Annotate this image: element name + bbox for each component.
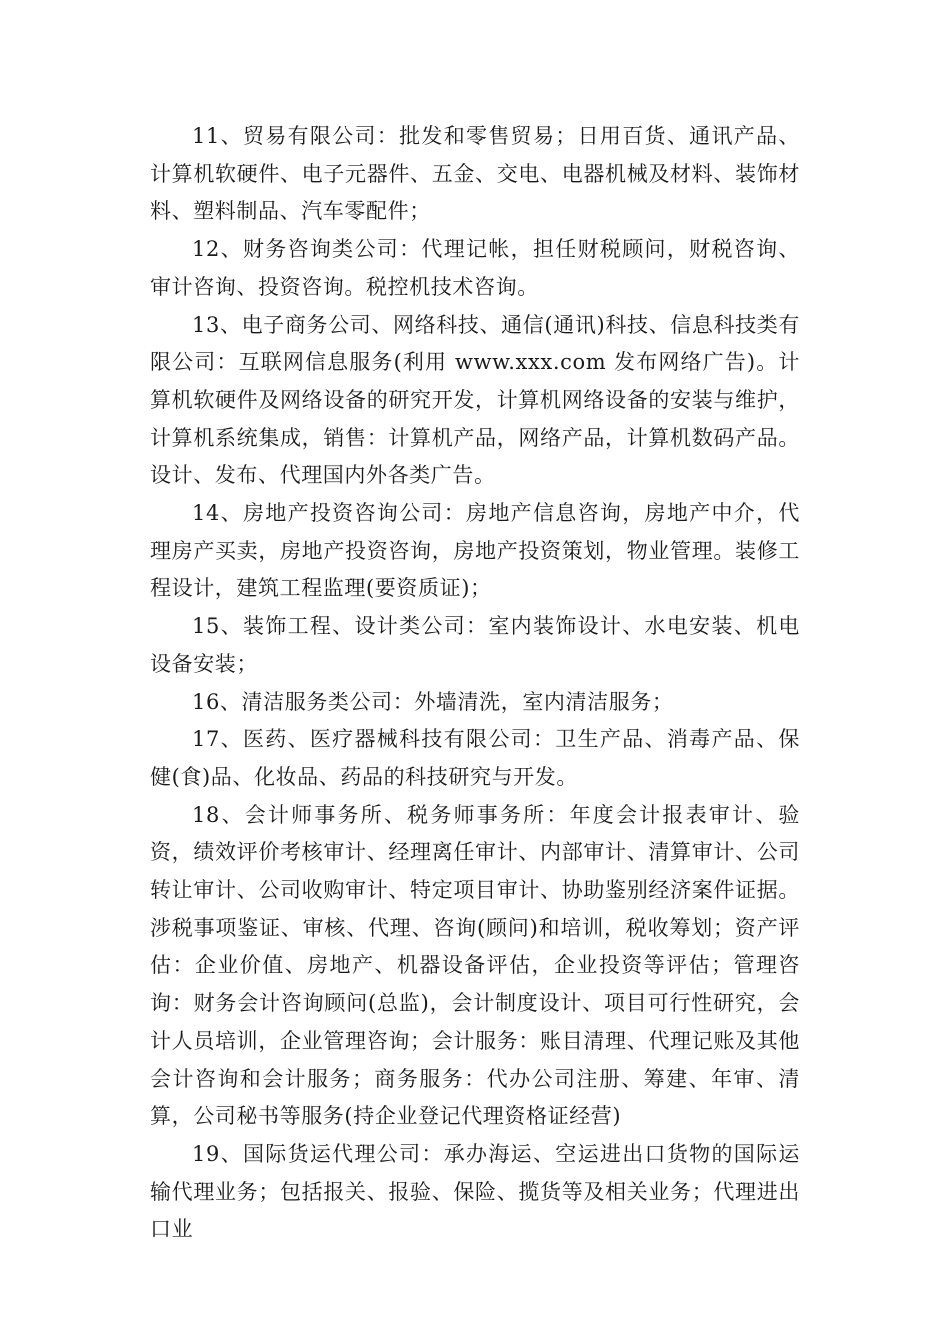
paragraph-18: 18、会计师事务所、税务师事务所：年度会计报表审计、验资，绩效评价考核审计、经理离任审计、内部审计、清算审计、公司转让审计、公司收购审计、特定项目审计、协助鉴别经济案件证据。涉税事项鉴证、审核、代理、咨询(顾问)和培训，税收筹划；资产评估：企业价值、房地产、机器设备评估，企业投资等评估；管理咨询：财务会计咨询顾问(总监)，会计制度设计、项目可行性研究，会计人员培训，企业管理咨询；会计服务：账目清理、代理记账及其他会计咨询和会计服务；商务服务：代办公司注册、筹建、年审、清算，公司秘书等服务(持企业登记代理资格证经营) [150,802,800,1129]
document-body [150,118,800,1249]
paragraph-11: 11、贸易有限公司：批发和零售贸易；日用百货、通讯产品、计算机软硬件、电子元器件、五金、交电、电器机械及材料、装饰材料、塑料制品、汽车零配件； [150,124,800,224]
paragraph-16: 16、清洁服务类公司：外墙清洗，室内清洁服务； [192,689,674,714]
paragraph-19: 19、国际货运代理公司：承办海运、空运进出口货物的国际运输代理业务；包括报关、报验、保险、揽货等及相关业务；代理进出口业 [150,1141,800,1242]
paragraph-17: 17、医药、医疗器械科技有限公司：卫生产品、消毒产品、保健(食)品、化妆品、药品的科技研究与开发。 [150,727,800,789]
paragraph-13: 13、电子商务公司、网络科技、通信(通讯)科技、信息科技类有限公司：互联网信息服务(利用 www.xxx.com 发布网络广告)。计算机软硬件及网络设备的研究开发，计算机网络设备的安装与维护，计算机系统集成，销售：计算机产品，网络产品，计算机数码产品。设计、发布、代理国内外各类广告。 [150,312,800,488]
paragraph-12: 12、财务咨询类公司：代理记帐，担任财税顾问，财税咨询、审计咨询、投资咨询。税控机技术咨询。 [150,237,800,299]
paragraph-15: 15、装饰工程、设计类公司：室内装饰设计、水电安装、机电设备安装； [150,614,800,676]
paragraph-14: 14、房地产投资咨询公司：房地产信息咨询，房地产中介，代理房产买卖，房地产投资咨询，房地产投资策划，物业管理。装修工程设计，建筑工程监理(要资质证)； [150,501,800,601]
